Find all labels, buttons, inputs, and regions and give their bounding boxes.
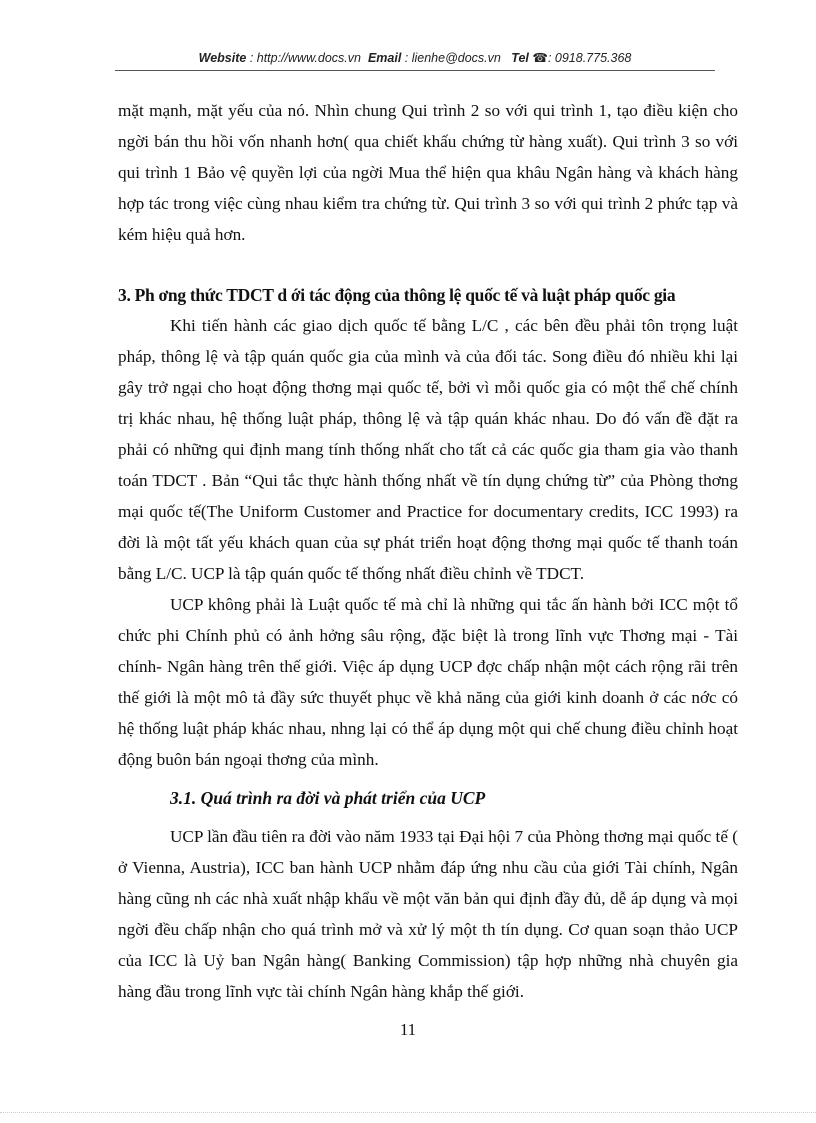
tel-value: : 0918.775.368 bbox=[547, 51, 632, 65]
website-label: Website bbox=[198, 51, 247, 65]
section-3-heading: 3. Ph ơng thức TDCT d ới tác động của thông lệ quốc tế và luật pháp quốc gia bbox=[118, 285, 676, 305]
website-link[interactable]: : http://www.docs.vn bbox=[249, 51, 361, 65]
bottom-divider bbox=[0, 1112, 816, 1113]
paragraph-1: mặt mạnh, mặt yếu của nó. Nhìn chung Qui trình 2 so với qui trình 1, tạo điều kiện cho ngời bán thu hồi vốn nhanh hơn( qua chiết khấu chứng từ hàng xuất). Qui trình 3 so với qui trình 1 Bảo vệ quyền lợi của ngời Mua thể hiện qua khâu Ngân hàng và khách hàng hợp tác trong việc cùng nhau kiểm tra chứng từ. Qui trình 3 so với qui trình 2 phức tạp và kém hiệu quả hơn. bbox=[118, 101, 738, 244]
document-body bbox=[118, 95, 738, 1007]
email-label: Email bbox=[367, 51, 402, 65]
phone-icon: ☎ bbox=[532, 51, 548, 65]
page-number: 11 bbox=[399, 1020, 417, 1039]
tel-label: Tel bbox=[511, 51, 529, 65]
page-header bbox=[115, 50, 715, 65]
paragraph-3: UCP không phải là Luật quốc tế mà chỉ là những qui tắc ấn hành bởi ICC một tổ chức phi Chính phủ có ảnh hởng sâu rộng, đặc biệt là trong lĩnh vực Thơng mại - Tài chính- Ngân hàng trên thế giới. Việc áp dụng UCP đợc chấp nhận một cách rộng rãi trên thế giới là một mô tả đầy sức thuyết phục về khả năng của giới kinh doanh ở các nớc có hệ thống luật pháp khác nhau, nhng lại có thể áp dụng một qui chế chung điều chỉnh hoạt động buôn bán ngoại thơng của mình. bbox=[118, 595, 738, 769]
paragraph-4: UCP lần đầu tiên ra đời vào năm 1933 tại Đại hội 7 của Phòng thơng mại quốc tế ( ở Vienna, Austria), ICC ban hành UCP nhằm đáp ứng nhu cầu của giới Tài chính, Ngân hàng cũng nh các nhà xuất nhập khẩu về một văn bản qui định đầy đủ, dễ áp dụng và mọi ngời đều chấp nhận cho quá trình mở và xử lý một th tín dụng. Cơ quan soạn thảo UCP của ICC là Uỷ ban Ngân hàng( Banking Commission) tập hợp những nhà chuyên gia hàng đầu trong lĩnh vực tài chính Ngân hàng khắp thế giới. bbox=[118, 827, 738, 1001]
paragraph-2: Khi tiến hành các giao dịch quốc tế bằng L/C , các bên đều phải tôn trọng luật pháp, thông lệ và tập quán quốc gia của mình và của đối tác. Song điều đó nhiều khi lại gây trở ngại cho hoạt động thơng mại quốc tế, bởi vì mỗi quốc gia có một thể chế chính trị khác nhau, hệ thống luật pháp, thông lệ và tập quán khác nhau. Do đó vấn đề đặt ra phải có những qui định mang tính thống nhất cho tất cả các quốc gia tham gia vào thanh toán TDCT . Bản “Qui tắc thực hành thống nhất về tín dụng chứng từ” của Phòng thơng mại quốc tế(The Uniform Customer and Practice for documentary credits, ICC 1993) ra đời là một tất yếu khách quan của sự phát triển hoạt động thơng mại quốc tế thanh toán bằng L/C. UCP là tập quán quốc tế thống nhất điều chỉnh về TDCT. bbox=[118, 316, 738, 583]
spacer bbox=[118, 250, 738, 280]
email-link[interactable]: : lienhe@docs.vn bbox=[404, 51, 501, 65]
header-divider bbox=[115, 70, 715, 71]
section-3-1-heading: 3.1. Quá trình ra đời và phát triển của UCP bbox=[170, 788, 486, 808]
